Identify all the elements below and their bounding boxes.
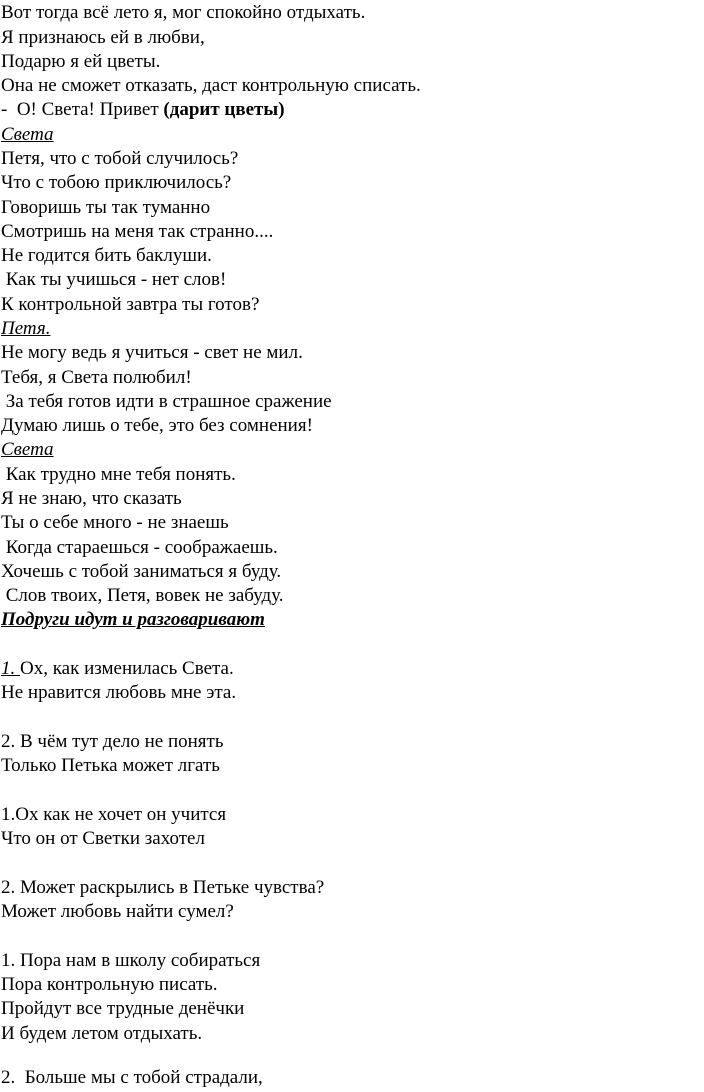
text-line: За тебя готов идти в страшное сражение <box>1 391 332 412</box>
text-run: Ох, как изменилась Света. <box>20 658 234 679</box>
text-line: К контрольной завтра ты готов? <box>1 294 260 315</box>
text-line <box>1 98 285 122</box>
text-line: Ты о себе много - не знаешь <box>1 512 229 533</box>
text-line: Она не сможет отказать, даст контрольную списать. <box>1 75 421 96</box>
speaker-label: Света <box>1 124 54 145</box>
text-line: 2. В чём тут дело не понять <box>1 731 224 752</box>
text-line: Как ты учишься - нет слов! <box>1 269 227 290</box>
text-line: Смотришь на меня так странно.... <box>1 221 274 242</box>
text-line: Петя, что с тобой случилось? <box>1 148 239 169</box>
text-line: Подарю я ей цветы. <box>1 51 161 72</box>
text-run: - О! Света! Привет <box>1 99 164 120</box>
text-line: Что с тобою приключилось? <box>1 172 232 193</box>
text-line: Тебя, я Света полюбил! <box>1 367 192 388</box>
stage-direction: (дарит цветы) <box>163 99 285 120</box>
text-line: Не годится бить баклуши. <box>1 245 212 266</box>
text-line: 1. Пора нам в школу собираться <box>1 950 261 971</box>
text-line: 1.Ох как не хочет он учится <box>1 804 227 825</box>
text-line: Может любовь найти сумел? <box>1 901 234 922</box>
speaker-label: Петя. <box>1 318 51 339</box>
text-line: Что он от Светки захотел <box>1 828 205 849</box>
text-line: Говоришь ты так туманно <box>1 197 211 218</box>
scene-heading: Подруги идут и разговаривают <box>1 609 265 630</box>
text-line: Не нравится любовь мне эта. <box>1 682 237 703</box>
text-line: Я не знаю, что сказать <box>1 488 182 509</box>
text-line: Когда стараешься - соображаешь. <box>1 537 278 558</box>
text-line: И будем летом отдыхать. <box>1 1023 203 1044</box>
text-line: Не могу ведь я учиться - свет не мил. <box>1 342 303 363</box>
text-line: Пора контрольную писать. <box>1 974 218 995</box>
text-line: Пройдут все трудные денёчки <box>1 998 245 1019</box>
text-line: 2. Больше мы с тобой страдали, <box>1 1067 263 1088</box>
text-line: Как трудно мне тебя понять. <box>1 464 236 485</box>
text-line: Только Петька может лгать <box>1 755 220 776</box>
text-line: Хочешь с тобой заниматься я буду. <box>1 561 282 582</box>
text-line: Думаю лишь о тебе, это без сомнения! <box>1 415 313 436</box>
text-line: 2. Может раскрылись в Петьке чувства? <box>1 877 325 898</box>
text-line: Вот тогда всё лето я, мог спокойно отдыхать. <box>1 2 366 23</box>
speaker-number: 1. <box>1 658 20 679</box>
speaker-label: Света <box>1 439 54 460</box>
text-line <box>1 657 234 681</box>
text-line: Я признаюсь ей в любви, <box>1 27 205 48</box>
text-line: Слов твоих, Петя, вовек не забуду. <box>1 585 284 606</box>
